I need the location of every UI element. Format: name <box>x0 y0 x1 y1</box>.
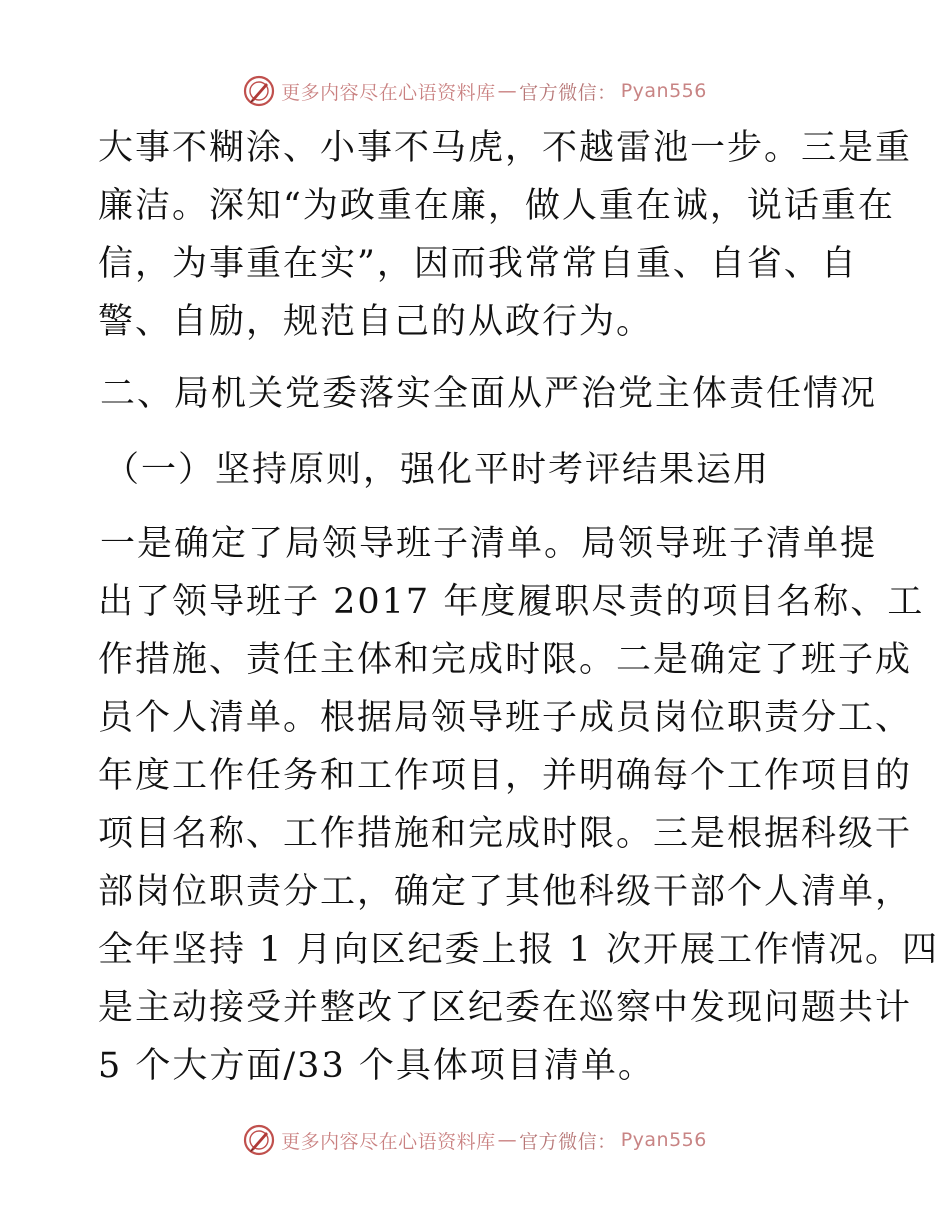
watermark-footer <box>0 1123 950 1157</box>
watermark-dash: — <box>497 1129 518 1151</box>
subsection-heading: （一）坚持原则，强化平时考评结果运用 <box>104 450 771 490</box>
body-line: 信，为事重在实”，因而我常常自重、自省、自 <box>98 244 858 284</box>
watermark-site-text: 更多内容尽在心语资料库 <box>281 81 496 104</box>
quill-logo-icon <box>243 75 275 107</box>
body-line: 员个人清单。根据局领导班子成员岗位职责分工、 <box>98 698 913 738</box>
body-line: 一是确定了局领导班子清单。局领导班子清单提 <box>100 524 878 564</box>
body-line: 作措施、责任主体和完成时限。二是确定了班子成 <box>98 640 913 680</box>
body-line: 部岗位职责分工，确定了其他科级干部个人清单， <box>98 872 913 912</box>
watermark-account: Pyan556 <box>620 80 707 102</box>
watermark-account: Pyan556 <box>620 1129 707 1151</box>
body-line: 出了领导班子 2017 年度履职尽责的项目名称、工 <box>98 582 925 622</box>
body-line: 项目名称、工作措施和完成时限。三是根据科级干 <box>98 814 913 854</box>
section-heading: 二、局机关党委落实全面从严治党主体责任情况 <box>100 374 878 414</box>
watermark-dash: — <box>497 80 518 102</box>
body-line: 是主动接受并整改了区纪委在巡察中发现问题共计 <box>98 988 913 1028</box>
body-line: 大事不糊涂、小事不马虎，不越雷池一步。三是重 <box>98 128 913 168</box>
watermark-site-text: 更多内容尽在心语资料库 <box>281 1130 496 1153</box>
watermark-official-label: 官方微信： <box>519 1130 617 1153</box>
body-line: 廉洁。深知“为政重在廉，做人重在诚，说话重在 <box>98 186 895 226</box>
body-line: 年度工作任务和工作项目，并明确每个工作项目的 <box>98 756 913 796</box>
body-line: 5 个大方面/33 个具体项目清单。 <box>98 1046 655 1086</box>
quill-logo-icon <box>243 1124 275 1156</box>
body-line: 警、自励，规范自己的从政行为。 <box>98 302 654 342</box>
body-line: 全年坚持 1 月向区纪委上报 1 次开展工作情况。四 <box>98 930 940 970</box>
watermark-header <box>0 74 950 108</box>
watermark-official-label: 官方微信： <box>519 81 617 104</box>
